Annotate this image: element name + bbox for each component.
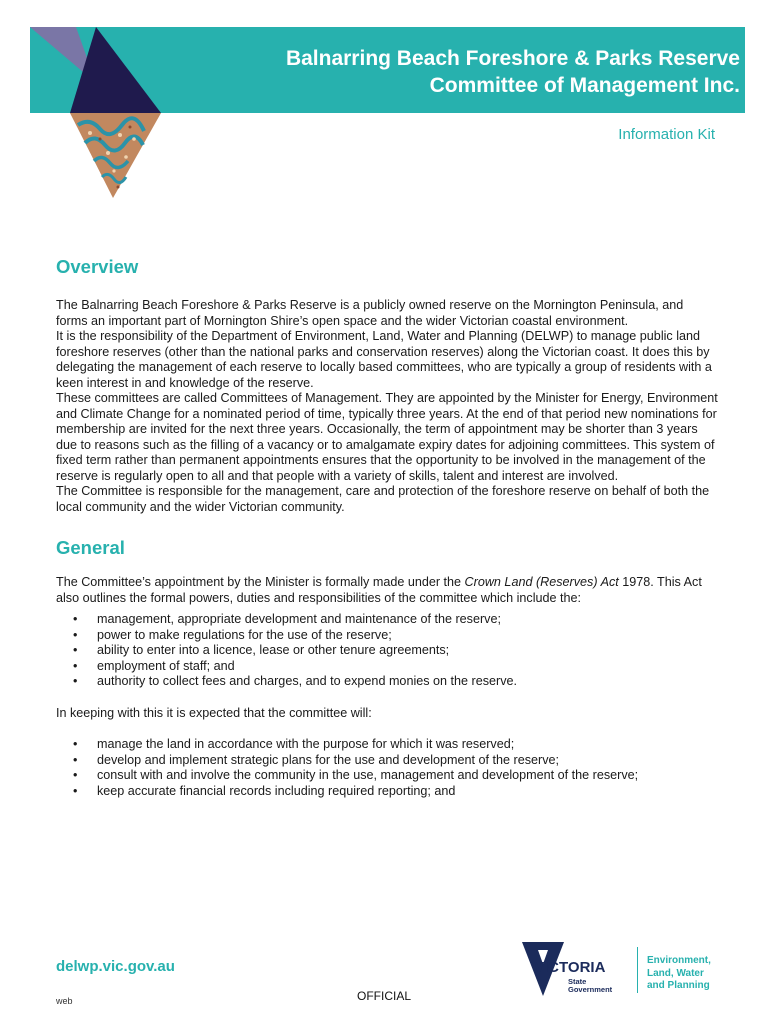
list-item: • keep accurate financial records including required reporting; and xyxy=(56,784,718,800)
list-item: • manage the land in accordance with the purpose for which it was reserved; xyxy=(56,737,718,753)
overview-paragraph-3: These committees are called Committees of Management. They are appointed by the Minister for Energy, Environment and Climate Change for a nominated period of time, typically three years. At the end of that period new nominations for membership are invited for the next three years. Occasionally, the term of appointment may be shorter than 3 years due to reasons such as the filling of a vacancy or to amalgamate expiry dates for adjoining committees. This system of fixed term rather than permanent appointments ensures that the opportunity to be involved in the management of the reserve is regularly open to all and that people with a variety of skills, talent and interest are involved. xyxy=(56,391,718,483)
list-item: • power to make regulations for the use of the reserve; xyxy=(56,628,718,644)
overview-paragraph-2: It is the responsibility of the Department of Environment, Land, Water and Planning (DELWP) to manage public land foreshore reserves (other than the national parks and conservation reserves) along the Victorian coast. It does this by delegating the management of each reserve to locally based committees, who are typically a group of residents with a keen interest in and knowledge of the reserve. xyxy=(56,329,712,390)
list-item: • authority to collect fees and charges, and to expend monies on the reserve. xyxy=(56,674,718,690)
logo-word: VICTORIA xyxy=(534,959,606,976)
expectations-intro: In keeping with this it is expected that the committee will: xyxy=(56,705,372,720)
list-item: • management, appropriate development and maintenance of the reserve; xyxy=(56,612,718,628)
security-classification: OFFICIAL xyxy=(357,989,412,1003)
general-intro-before: The Committee’s appointment by the Minister is formally made under the xyxy=(56,575,465,589)
footer-website-link[interactable]: delwp.vic.gov.au xyxy=(56,958,175,975)
document-body xyxy=(56,256,718,799)
general-heading: General xyxy=(56,537,125,558)
overview-paragraph-4: The Committee is responsible for the management, care and protection of the foreshore reserve on behalf of both the local community and the wider Victorian community. xyxy=(56,484,710,514)
dept-line-1: Environment, xyxy=(647,955,711,966)
overview-heading: Overview xyxy=(56,256,139,277)
document-subtitle: Information Kit xyxy=(618,126,715,143)
aboriginal-art-triangle-icon xyxy=(30,27,165,201)
logo-divider xyxy=(637,947,638,993)
page-title xyxy=(286,45,740,99)
title-line-1: Balnarring Beach Foreshore & Parks Reserve xyxy=(285,47,740,70)
footer-web-label: web xyxy=(56,996,73,1006)
list-item: • develop and implement strategic plans for the use and development of the reserve; xyxy=(56,753,718,769)
victoria-government-logo-icon xyxy=(522,940,622,1000)
list-item: • ability to enter into a licence, lease or other tenure agreements; xyxy=(56,643,718,659)
department-name xyxy=(647,955,711,993)
expectations-list xyxy=(56,737,718,799)
logo-state: State xyxy=(568,977,587,986)
list-item: • consult with and involve the community in the use, management and development of the reserve; xyxy=(56,768,718,784)
general-intro-act: Crown Land (Reserves) Act xyxy=(464,575,619,589)
dept-line-2: Land, Water xyxy=(647,967,704,979)
logo-government: Government xyxy=(568,985,613,994)
dept-line-3: and Planning xyxy=(647,980,710,991)
powers-list xyxy=(56,612,718,690)
overview-paragraph-1: The Balnarring Beach Foreshore & Parks Reserve is a publicly owned reserve on the Mornington Peninsula, and forms an important part of Mornington Shire’s open space and the wider Victorian coastal environment. xyxy=(56,298,684,328)
title-line-2: Committee of Management Inc. xyxy=(429,74,740,97)
general-intro xyxy=(56,575,718,606)
general-intro-after: 1978. This Act also outlines the formal powers, duties and responsibilities of the committee which include the: xyxy=(56,575,702,605)
list-item: • employment of staff; and xyxy=(56,659,718,675)
